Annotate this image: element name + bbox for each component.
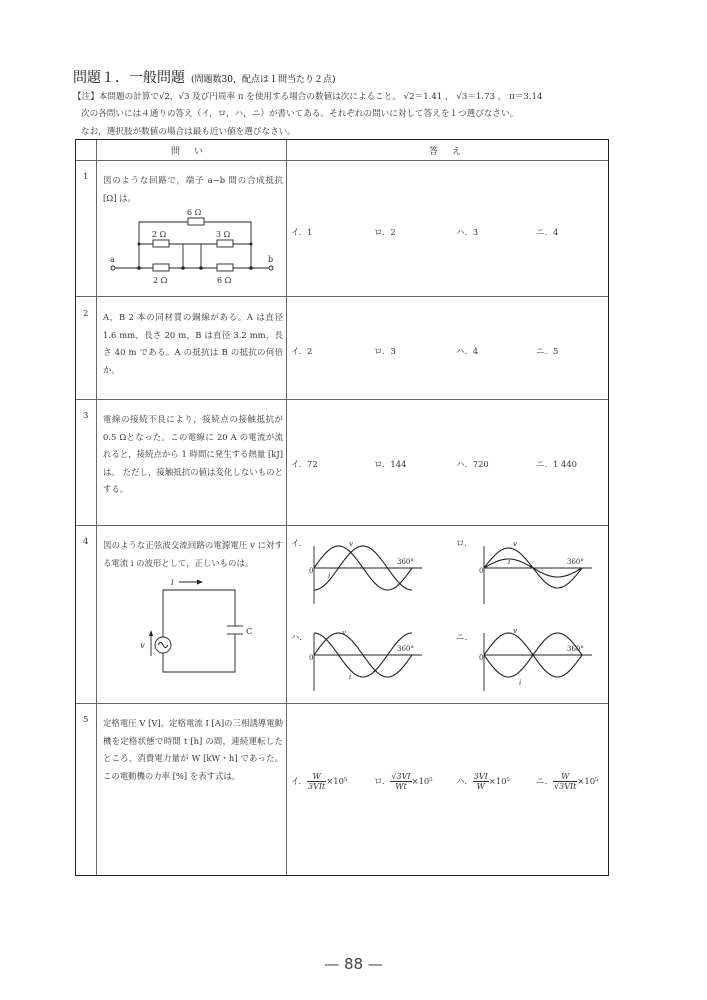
row-divider-2 xyxy=(76,399,608,400)
numerator: W xyxy=(307,772,326,782)
terminal-a-label: a xyxy=(110,255,115,264)
question-text: 電線の接続不良により，接続点の接触抵抗が 0.5 Ωとなった。この電線に 20 A の電流が流れると，接続点から 1 時間に発生する熱量 [kJ] は。 ただし，接触抵抗の値は変化しないものとする。 xyxy=(103,414,283,494)
answer-choice[interactable]: イ．72 xyxy=(291,459,318,469)
question-text: 図のような回路で，端子 a−b 間の合成抵抗 [Ω] は。 xyxy=(103,175,283,203)
formula-fraction xyxy=(473,772,489,791)
answer-choice[interactable]: ニ．4 xyxy=(536,227,559,237)
answer-choice[interactable]: ニ．5 xyxy=(536,346,559,356)
answer-choice: ニ． xyxy=(456,632,474,642)
resistor-label-right-top: 3 Ω xyxy=(216,230,231,239)
voltage-label: v xyxy=(140,641,145,651)
waveform-graph-ro xyxy=(474,536,594,606)
multiplier: ×10⁵ xyxy=(577,776,599,786)
formula-fraction xyxy=(553,772,577,791)
waveform-graph-ni xyxy=(474,623,594,695)
note-line-1: 【注】本問題の計算で√2，√3 及び円周率 π を使用する場合の数値は次によること。 √2＝1.41 ， √3＝1.73 ， π＝3.14 xyxy=(73,92,543,102)
question-number: 5 xyxy=(83,715,89,725)
wave-v-label: v xyxy=(349,540,353,548)
degree-label: 360° xyxy=(397,645,414,653)
answer-choice[interactable]: イ．2 xyxy=(291,346,313,356)
answer-choice-formula-i[interactable] xyxy=(291,772,347,791)
answer-choice-formula-ro[interactable] xyxy=(374,772,433,791)
answer-choice[interactable]: ハ．720 xyxy=(456,459,489,469)
question-number: 3 xyxy=(83,411,89,421)
row-divider-4 xyxy=(76,703,608,704)
question-text: 定格電圧 V [V]，定格電流 I [A]の三相誘導電動機を定格状態で時間 t [h] の間，連続運転したところ，消費電力量が W [kW・h] であった。この電動機の力率 [%] を表す式は。 xyxy=(103,718,283,781)
current-label: i xyxy=(171,578,174,588)
resistor-label-right-bottom: 6 Ω xyxy=(217,276,232,285)
answer-choice: イ． xyxy=(291,538,307,548)
question-table xyxy=(75,139,609,876)
wave-i-label: i xyxy=(519,679,522,687)
ac-capacitor-circuit-diagram xyxy=(131,576,261,676)
wave-v-label: v xyxy=(342,629,346,637)
page-title xyxy=(73,67,335,87)
answer-choice[interactable]: ハ．3 xyxy=(456,227,479,237)
resistor-label-left-top: 2 Ω xyxy=(152,230,167,239)
row-divider-1 xyxy=(76,296,608,297)
wave-i-label: i xyxy=(349,673,352,681)
degree-label: 360° xyxy=(567,645,584,653)
question-number: 4 xyxy=(83,537,89,547)
answer-choice: ハ． xyxy=(291,632,308,642)
question-text: 図のような正弦波交流回路の電源電圧 v に対する電流 i の波形として，正しいものは。 xyxy=(103,540,283,568)
wave-v-label: v xyxy=(513,540,517,548)
header-answer: 答え xyxy=(429,147,476,157)
denominator: 3VIt xyxy=(308,782,326,791)
wave-i-label: i xyxy=(508,558,511,566)
header-divider xyxy=(76,160,608,161)
degree-label: 360° xyxy=(567,558,584,566)
resistor-circuit-diagram xyxy=(101,206,286,296)
multiplier: ×10⁵ xyxy=(411,776,433,786)
answer-choice[interactable]: イ．1 xyxy=(291,227,313,237)
resistor-label-left-bottom: 2 Ω xyxy=(153,276,168,285)
choice-label: ニ． xyxy=(536,776,554,786)
answer-choice[interactable]: ロ．2 xyxy=(374,227,396,237)
question-text: A，B 2 本の同材質の銅線がある。A は直径 1.6 mm，長さ 20 m，B は直径 3.2 mm，長さ 40 m である。A の抵抗は B の抵抗の何倍か。 xyxy=(103,312,283,375)
denominator: W xyxy=(476,782,485,791)
answer-choice[interactable]: ロ．144 xyxy=(374,459,407,469)
degree-label: 360° xyxy=(397,558,414,566)
origin-label: 0 xyxy=(309,654,314,662)
origin-label: 0 xyxy=(479,654,484,662)
numerator: W xyxy=(553,772,577,782)
formula-fraction xyxy=(307,772,326,791)
answer-choice-formula-ni[interactable] xyxy=(536,772,598,791)
header-question: 問い xyxy=(171,147,218,157)
multiplier: ×10⁵ xyxy=(326,776,348,786)
answer-choice[interactable]: ニ．1 440 xyxy=(536,459,577,469)
multiplier: ×10⁵ xyxy=(488,776,510,786)
origin-label: 0 xyxy=(479,567,484,575)
formula-fraction xyxy=(390,772,411,791)
denominator: Wt xyxy=(395,782,407,791)
answer-choice[interactable]: ハ．4 xyxy=(456,346,479,356)
answer-choice: ロ． xyxy=(456,538,473,548)
waveform-graph-i xyxy=(304,536,424,606)
col-divider-answer xyxy=(286,140,287,875)
capacitor-label: C xyxy=(246,627,253,637)
numerator: √3VI xyxy=(391,772,411,781)
choice-label: ロ． xyxy=(374,776,391,786)
waveform-graph-ha xyxy=(304,623,424,695)
title-sub: (問題数30，配点は１問当たり２点) xyxy=(191,75,336,85)
col-divider-num xyxy=(96,140,97,875)
wave-i-label: i xyxy=(328,572,331,580)
terminal-b-label: b xyxy=(268,255,274,264)
title-main: 問題１．一般問題 xyxy=(73,70,185,86)
origin-label: 0 xyxy=(309,567,314,575)
answer-choice-formula-ha[interactable] xyxy=(456,772,510,791)
numerator: 3VI xyxy=(473,772,488,781)
choice-label: ハ． xyxy=(456,776,473,786)
page-number: — 88 — xyxy=(324,955,383,973)
question-number: 2 xyxy=(83,309,89,319)
choice-label: イ． xyxy=(291,776,307,786)
row-divider-3 xyxy=(76,525,608,526)
wave-v-label: v xyxy=(513,627,517,635)
denominator: √3VIt xyxy=(554,782,577,791)
question-number: 1 xyxy=(83,172,89,182)
note-line-3: なお，選択肢が数値の場合は最も近い値を選びなさい。 xyxy=(81,127,296,137)
resistor-label-top: 6 Ω xyxy=(187,208,202,217)
answer-choice[interactable]: ロ．3 xyxy=(374,346,396,356)
note-line-2: 次の各問いには４通りの答え（イ，ロ，ハ，ニ）が書いてある。それぞれの問いに対して答えを１つ選びなさい。 xyxy=(81,109,519,119)
